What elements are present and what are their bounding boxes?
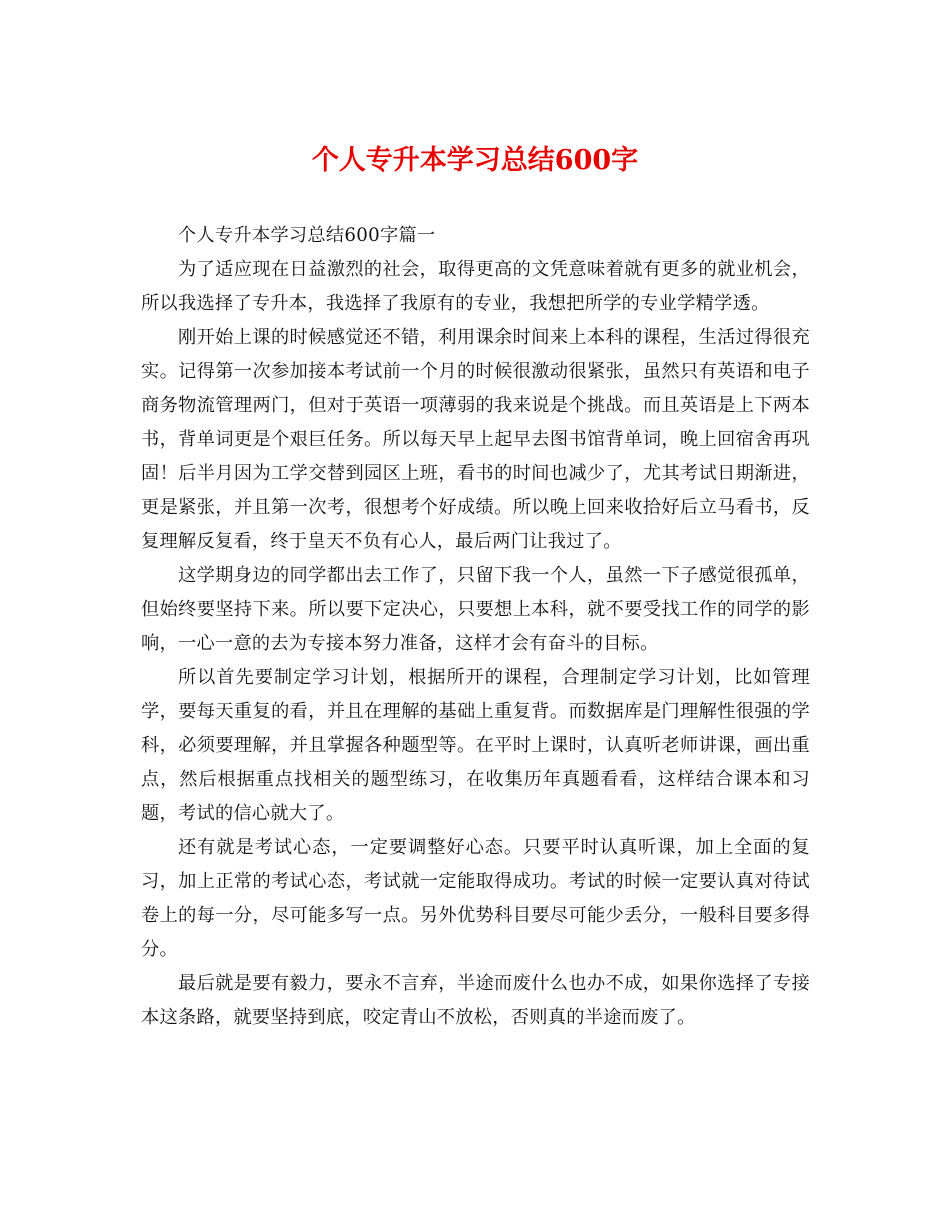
- body-paragraph: 还有就是考试心态，一定要调整好心态。只要平时认真听课，加上全面的复习，加上正常的考试心态，考试就一定能取得成功。考试的时候一定要认真对待试卷上的每一分，尽可能多写一点。另外优势科目要尽可能少丢分，一般科目要多得分。: [141, 837, 810, 960]
- section-heading: 个人专升本学习总结600字篇一: [178, 225, 436, 246]
- document-title: 个人专升本学习总结600字: [311, 145, 639, 176]
- body-paragraph: 最后就是要有毅力，要永不言弃，半途而废什么也办不成，如果你选择了专接本这条路，就要坚持到底，咬定青山不放松，否则真的半途而废了。: [141, 973, 810, 1028]
- body-paragraph: 这学期身边的同学都出去工作了，只留下我一个人，虽然一下子感觉很孤单，但始终要坚持下来。所以要下定决心，只要想上本科，就不要受找工作的同学的影响，一心一意的去为专接本努力准备，这样才会有奋斗的目标。: [141, 565, 810, 654]
- document-body: [141, 219, 810, 1035]
- body-paragraph: 所以首先要制定学习计划，根据所开的课程，合理制定学习计划，比如管理学，要每天重复的看，并且在理解的基础上重复背。而数据库是门理解性很强的学科，必须要理解，并且掌握各种题型等。在平时上课时，认真听老师讲课，画出重点，然后根据重点找相关的题型练习，在收集历年真题看看，这样结合课本和习题，考试的信心就大了。: [141, 667, 810, 824]
- body-paragraph: 为了适应现在日益激烈的社会，取得更高的文凭意味着就有更多的就业机会，所以我选择了专升本，我选择了我原有的专业，我想把所学的专业学精学透。: [141, 259, 810, 314]
- body-paragraph: 刚开始上课的时候感觉还不错，利用课余时间来上本科的课程，生活过得很充实。记得第一次参加接本考试前一个月的时候很激动很紧张，虽然只有英语和电子商务物流管理两门，但对于英语一项薄弱的我来说是个挑战。而且英语是上下两本书，背单词更是个艰巨任务。所以每天早上起早去图书馆背单词，晚上回宿舍再巩固！后半月因为工学交替到园区上班，看书的时间也减少了，尤其考试日期渐进，更是紧张，并且第一次考，很想考个好成绩。所以晚上回来收拾好后立马看书，反复理解反复看，终于皇天不负有心人，最后两门让我过了。: [141, 327, 810, 552]
